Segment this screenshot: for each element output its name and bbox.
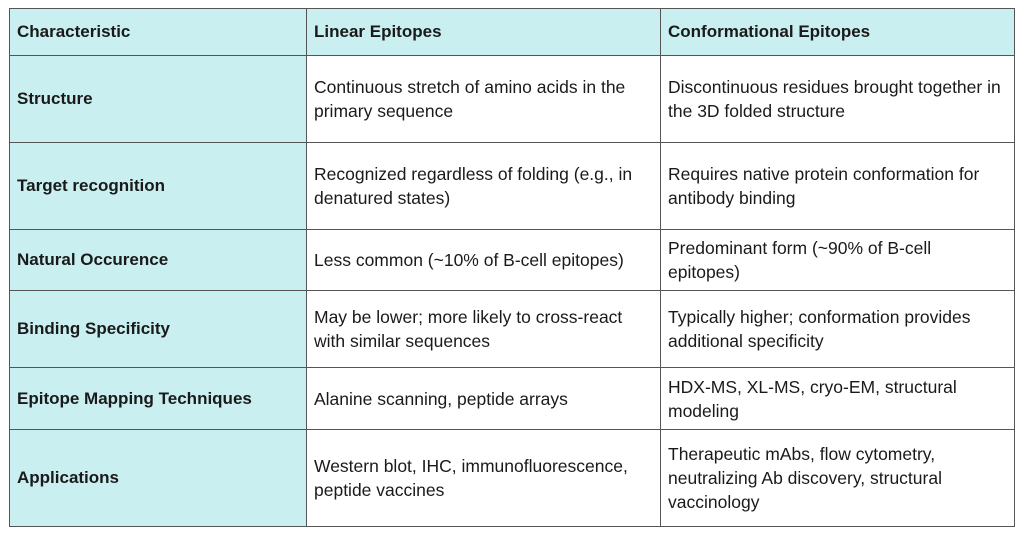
table-row (10, 291, 1015, 368)
linear-cell: Alanine scanning, peptide arrays (307, 368, 661, 430)
conformational-cell: Typically higher; conformation provides additional specificity (661, 291, 1015, 368)
linear-cell: Less common (~10% of B-cell epitopes) (307, 230, 661, 291)
conformational-cell: Therapeutic mAbs, flow cytometry, neutralizing Ab discovery, structural vaccinology (661, 430, 1015, 527)
table-row (10, 430, 1015, 527)
linear-cell: Western blot, IHC, immunofluorescence, peptide vaccines (307, 430, 661, 527)
row-label: Applications (10, 430, 307, 527)
table-row (10, 143, 1015, 230)
conformational-cell: HDX-MS, XL-MS, cryo-EM, structural modeling (661, 368, 1015, 430)
header-linear: Linear Epitopes (307, 9, 661, 56)
linear-cell: Continuous stretch of amino acids in the primary sequence (307, 56, 661, 143)
header-characteristic: Characteristic (10, 9, 307, 56)
linear-cell: Recognized regardless of folding (e.g., in denatured states) (307, 143, 661, 230)
table-row (10, 368, 1015, 430)
epitope-comparison-table (9, 8, 1015, 527)
conformational-cell: Discontinuous residues brought together in the 3D folded structure (661, 56, 1015, 143)
table-row (10, 230, 1015, 291)
row-label: Binding Specificity (10, 291, 307, 368)
row-label: Structure (10, 56, 307, 143)
row-label: Epitope Mapping Techniques (10, 368, 307, 430)
row-label: Natural Occurence (10, 230, 307, 291)
row-label: Target recognition (10, 143, 307, 230)
table-header-row (10, 9, 1015, 56)
conformational-cell: Predominant form (~90% of B-cell epitopes) (661, 230, 1015, 291)
linear-cell: May be lower; more likely to cross-react with similar sequences (307, 291, 661, 368)
header-conformational: Conformational Epitopes (661, 9, 1015, 56)
table-row (10, 56, 1015, 143)
conformational-cell: Requires native protein conformation for antibody binding (661, 143, 1015, 230)
